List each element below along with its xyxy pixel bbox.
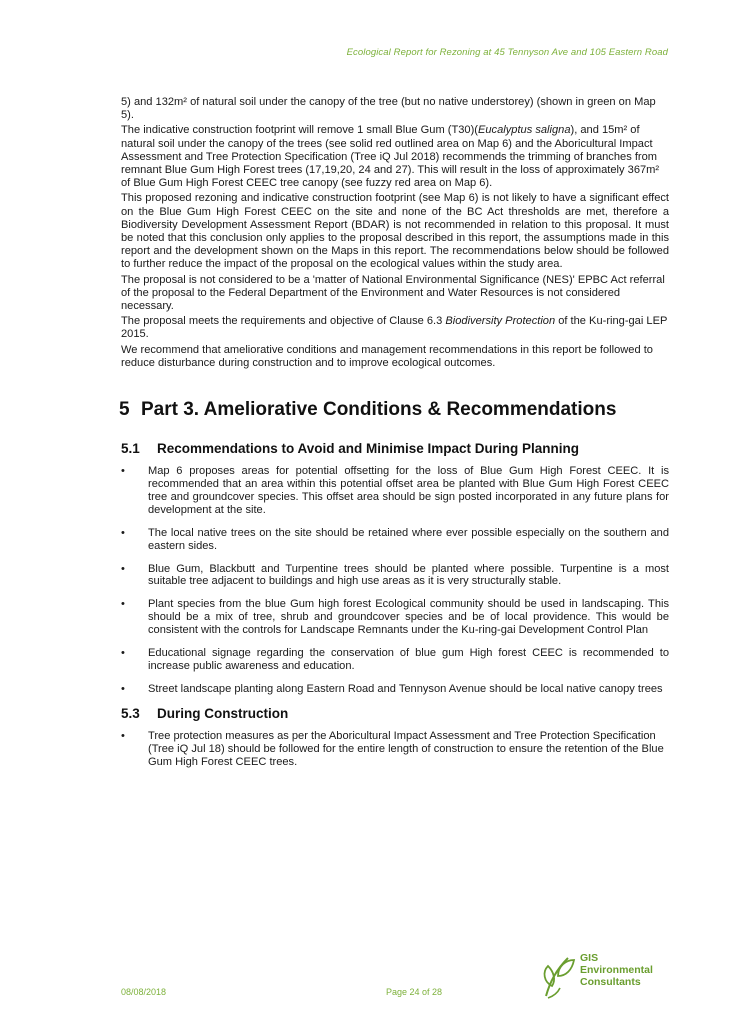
list-item-text: Educational signage regarding the conservation of blue gum High forest CEEC is recommended to increase public awareness and education. [148,647,669,672]
leaf-logo-icon [540,952,578,1002]
section-5-number: 5 [119,399,130,421]
list-item [121,598,669,637]
section-5-1-number: 5.1 [121,441,140,457]
list-item-text: Street landscape planting along Eastern Road and Tennyson Avenue should be local native canopy trees [148,682,663,695]
section-5-1-title: Recommendations to Avoid and Minimise Impact During Planning [157,441,580,457]
logo-text [580,952,653,988]
list-item [121,527,669,553]
bullet-icon: • [121,526,125,539]
running-header: Ecological Report for Rezoning at 45 Tennyson Ave and 105 Eastern Road [346,47,668,58]
intro-paragraph-2-text-b: ), and 15m² of natural soil under the canopy of the trees (see solid red outlined area on Map 6) and the Aboricultural Impact Assessment and Tree Protection Specification (Tree iQ Jul 2018) recommends the trimming of branches from remnant Blue Gum High Forest trees (17,19,20, 24 and 27). This will result in the loss of approximately 367m² of Blue Gum High Forest CEEC tree canopy (see fuzzy red area on Map 6). [121,124,660,190]
footer-date: 08/08/2018 [121,987,167,997]
section-5-3-number: 5.3 [121,705,140,721]
list-item-text: The local native trees on the site should be retained where ever possible especially on the southern and eastern sides. [148,526,669,552]
section-5-3-list [121,730,669,769]
list-item [121,730,669,769]
section-5-3-heading [121,706,669,721]
section-5-title: Part 3. Ameliorative Conditions & Recommendations [141,399,617,421]
list-item [121,563,669,589]
intro-paragraph-5 [121,315,669,341]
clause-name: Biodiversity Protection [445,315,556,328]
list-item-text: Map 6 proposes areas for potential offsetting for the loss of Blue Gum High Forest CEEC. It is recommended that an area within this potential offset area be planted with Blue Gum High Forest CEEC tree and groundcover species. This offset area should be sign posted incorporated in any future plans for development at the site. [148,465,669,516]
list-item [121,465,669,517]
intro-paragraph-4: The proposal is not considered to be a 'matter of National Environmental Significance (NES)' EPBC Act referral of the proposal to the Federal Department of the Environment and Water Resources is not considered necessary. [121,273,665,313]
bullet-icon: • [121,598,125,611]
intro-paragraph-3: This proposed rezoning and indicative construction footprint (see Map 6) is not likely to have a significant effect on the Blue Gum High Forest CEEC on the site and none of the BC Act thresholds are met, therefore a Biodiversity Development Assessment Report (BDAR) is not recommended in relation to this proposal. It must be noted that this conclusion only applies to the proposal described in this report, the assumptions made in this report and the development shown on the Maps in this report. The recommendations below should be followed to further reduce the impact of the proposal on the ecological values within the study area. [121,192,669,271]
intro-paragraph-2 [121,124,669,190]
intro-paragraph-5-text-a: The proposal meets the requirements and objective of Clause 6.3 [121,315,446,328]
bullet-icon: • [121,729,125,742]
section-5-1-list [121,465,669,696]
bullet-icon: • [121,682,125,695]
list-item [121,647,669,673]
logo-line-3: Consultants [580,976,641,988]
list-item [121,683,669,696]
section-5-1-heading [121,441,669,456]
list-item-text: Blue Gum, Blackbutt and Turpentine trees should be planted where possible. Turpentine is a most suitable tree adjacent to buildings and high use areas as it is very structurally stable. [148,562,669,588]
intro-paragraph-5-text-b: of the Ku-ring-gai LEP 2015. [121,315,668,341]
page-content [121,96,669,778]
intro-paragraph-2-text-a: The indicative construction footprint will remove 1 small Blue Gum (T30)( [121,124,478,137]
list-item-text: Tree protection measures as per the Aboricultural Impact Assessment and Tree Protection Specification (Tree iQ Jul 18) should be followed for the entire length of construction to ensure the retention of the Blue Gum High Forest CEEC trees. [148,729,664,768]
company-logo [540,952,670,1002]
bullet-icon: • [121,562,125,575]
section-5-heading [119,399,669,421]
bullet-icon: • [121,647,125,660]
logo-line-1: GIS [580,952,599,964]
logo-line-2: Environmental [580,964,653,976]
section-5-3-title: During Construction [157,705,289,721]
list-item-text: Plant species from the blue Gum high forest Ecological community should be used in landscaping. This should be a mix of tree, shrub and groundcover species and be of local providence. This would be consistent with the controls for Landscape Remnants under the Ku-ring-gai Development Control Plan [148,598,669,637]
bullet-icon: • [121,465,125,478]
footer-page-number: Page 24 of 28 [386,987,443,997]
intro-paragraph-1: 5) and 132m² of natural soil under the canopy of the tree (but no native understorey) (shown in green on Map 5). [121,96,656,122]
species-name: Eucalyptus saligna [477,124,571,137]
intro-paragraph-6: We recommend that ameliorative conditions and management recommendations in this report be followed to reduce disturbance during construction and to improve ecological outcomes. [121,343,653,369]
